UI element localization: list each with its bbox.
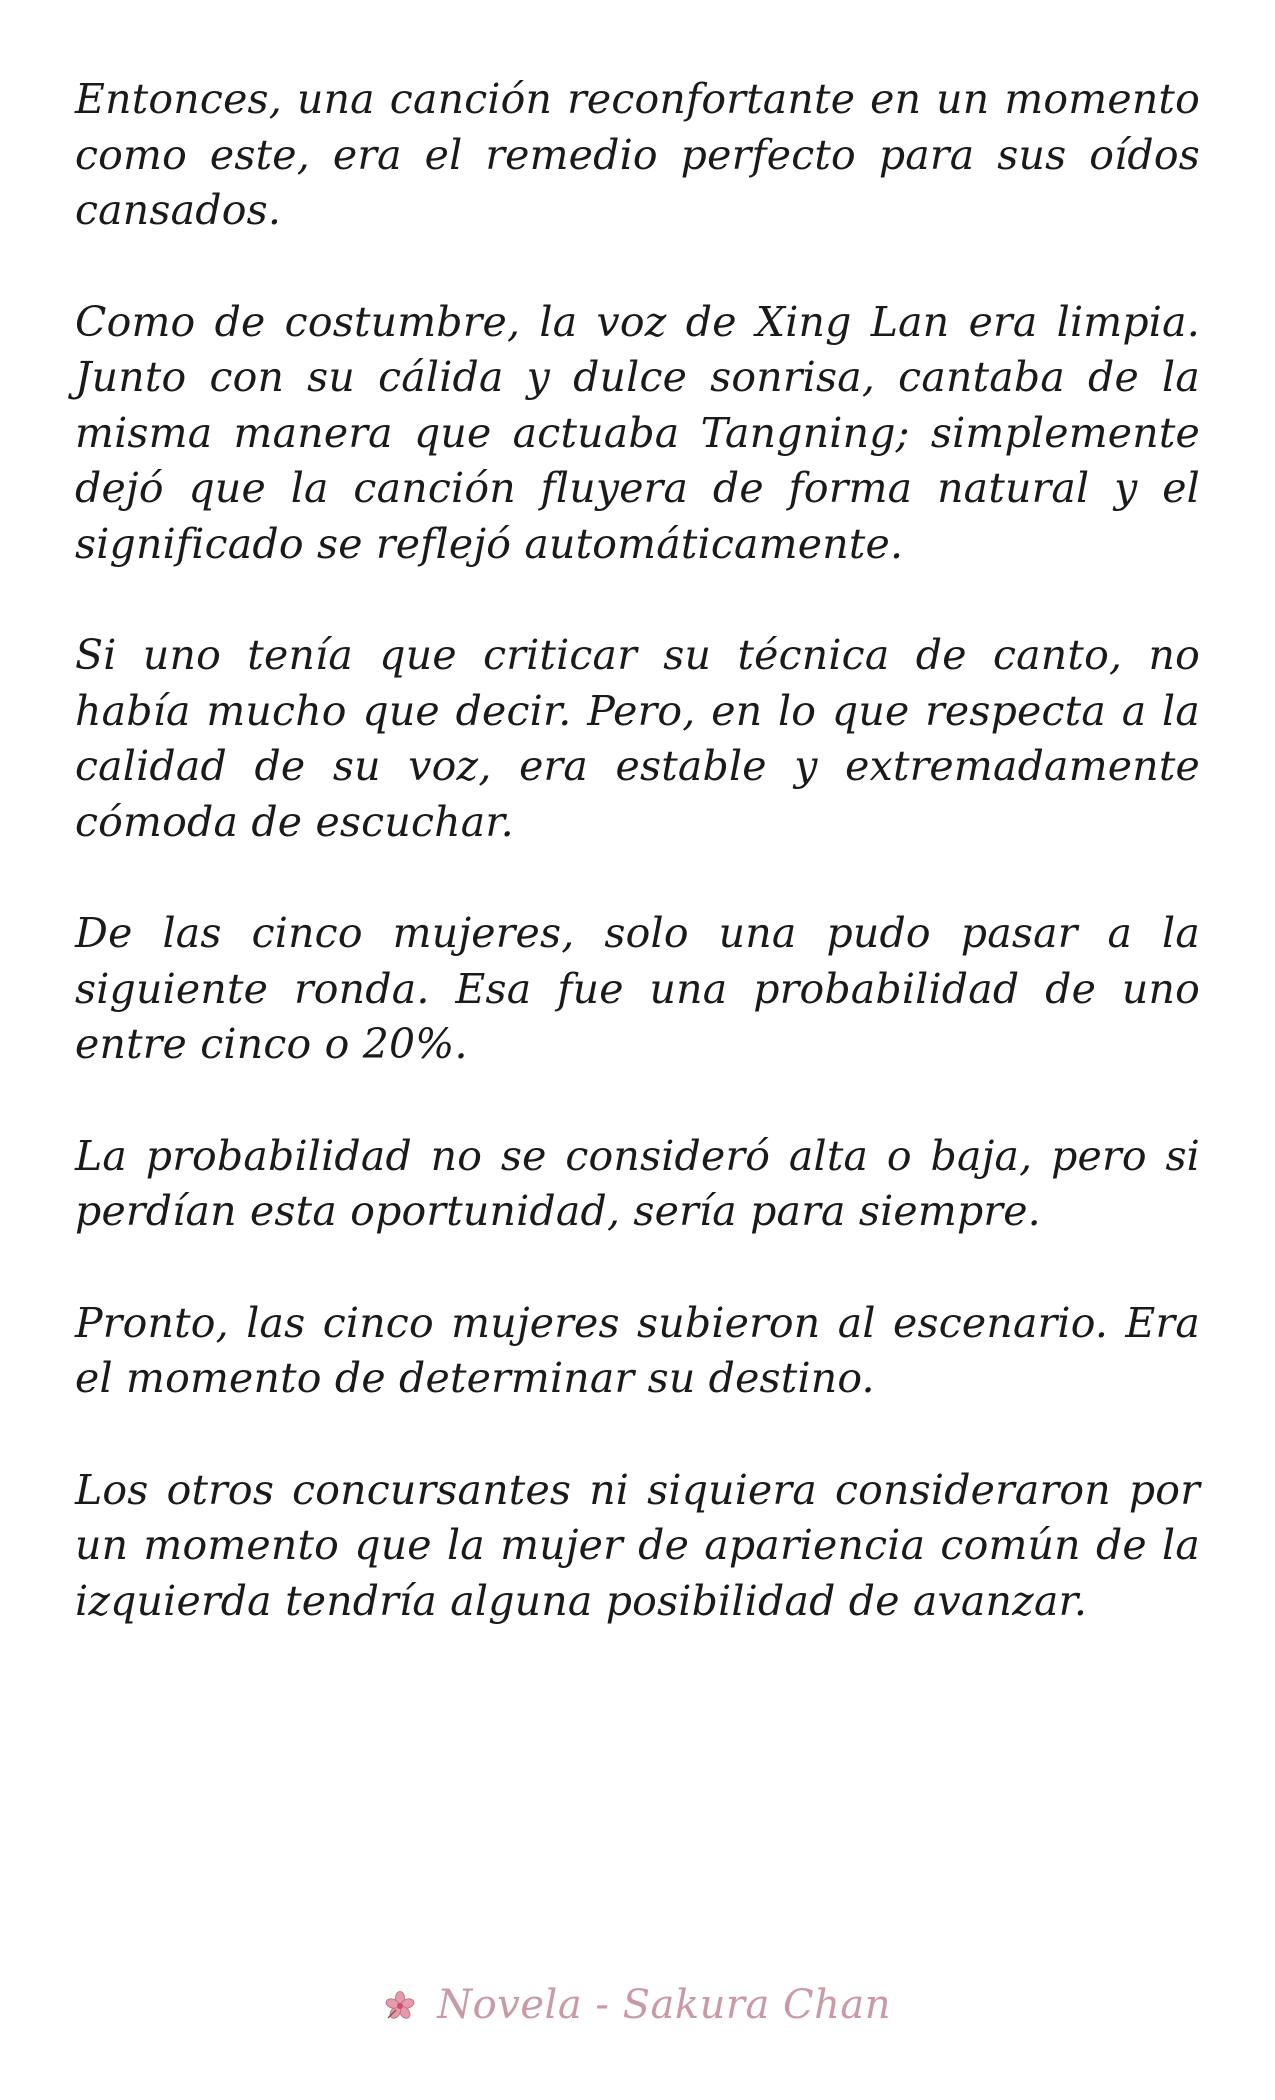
document-body	[75, 72, 1200, 1685]
watermark-text: Novela - Sakura Chan	[437, 1982, 892, 2028]
sakura-flower-icon	[384, 1986, 416, 2018]
paragraph-2: Como de costumbre, la voz de Xing Lan era limpia. Junto con su cálida y dulce sonrisa, cantaba de la misma manera que actuaba Tangning; simplemente dejó que la canción fluyera de forma natural y el significado se reflejó automáticamente.	[75, 297, 1200, 568]
paragraph-4: De las cinco mujeres, solo una pudo pasar a la siguiente ronda. Esa fue una probabilidad de uno entre cinco o 20%.	[75, 909, 1200, 1068]
paragraph-6: Pronto, las cinco mujeres subieron al escenario. Era el momento de determinar su destino.	[75, 1298, 1200, 1402]
paragraph-1: Entonces, una canción reconfortante en un momento como este, era el remedio perfecto para sus oídos cansados.	[75, 75, 1200, 234]
paragraph-5: La probabilidad no se consideró alta o baja, pero si perdían esta oportunidad, sería para siempre.	[75, 1131, 1200, 1235]
paragraph-7: Los otros concursantes ni siquiera consideraron por un momento que la mujer de apariencia común de la izquierda tendría alguna posibilidad de avanzar.	[75, 1465, 1200, 1625]
watermark	[0, 1982, 1275, 2028]
paragraph-3: Si uno tenía que criticar su técnica de canto, no había mucho que decir. Pero, en lo que respecta a la calidad de su voz, era estable y extremadamente cómoda de escuchar.	[75, 631, 1200, 846]
